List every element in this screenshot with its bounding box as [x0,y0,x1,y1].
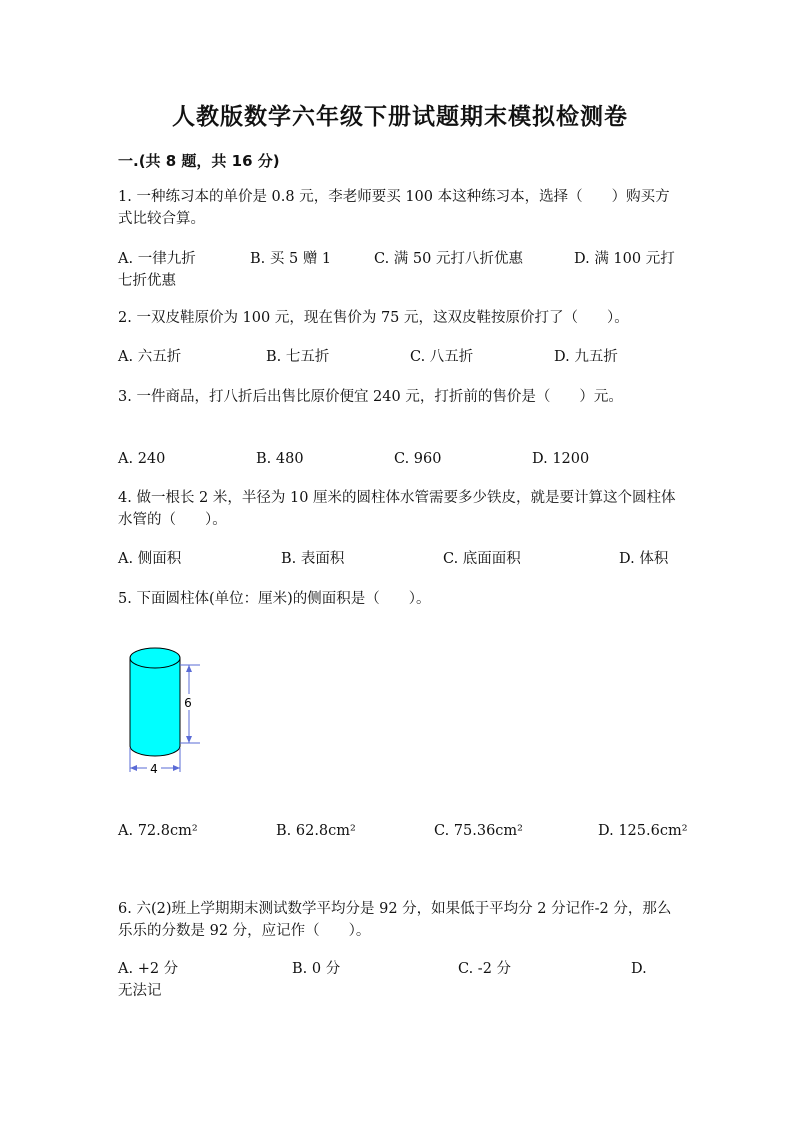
option-b: B. 0 分 [292,961,341,977]
option-d: D. 无法记 [118,961,647,999]
question-1-options [118,248,683,292]
option-a: A. 侧面积 [118,551,182,567]
option-c: C. 960 [394,451,442,467]
height-arrow-up [186,665,192,672]
question-1: 1. 一种练习本的单价是 0.8 元，李老师要买 100 本这种练习本，选择（ ）购买方式比较合算。 [118,189,670,227]
question-4-options [118,548,683,592]
option-c: C. 八五折 [410,349,474,365]
option-a: A. 240 [118,451,166,467]
option-c: C. -2 分 [458,961,512,977]
cylinder-figure [118,636,218,785]
diameter-label: 4 [150,762,158,776]
question-2: 2. 一双皮鞋原价为 100 元，现在售价为 75 元，这双皮鞋按原价打了（ ）。 [118,310,629,326]
option-a: A. 六五折 [118,349,182,365]
question-3-options [118,448,683,492]
question-6-options [118,958,683,1002]
question-6: 6. 六(2)班上学期期末测试数学平均分是 92 分，如果低于平均分 2 分记作-2 分，那么乐乐的分数是 92 分，应记作（ ）。 [118,901,672,939]
option-d: D. 九五折 [554,349,618,365]
height-label: 6 [184,696,192,710]
cylinder-top [130,648,180,668]
option-c: C. 75.36cm² [434,823,523,839]
diameter-arrow-left [130,765,137,771]
option-d: D. 1200 [532,451,590,467]
option-b: B. 七五折 [266,349,330,365]
option-a: A. 72.8cm² [118,823,198,839]
option-d: D. 满 100 元打七折优惠 [118,251,675,289]
question-5-options [118,820,688,864]
question-3: 3. 一件商品，打八折后出售比原价便宜 240 元，打折前的售价是（ ）元。 [118,389,623,405]
cylinder-body [130,658,180,756]
option-b: B. 62.8cm² [276,823,356,839]
height-arrow-down [186,736,192,743]
cylinder-diagram [118,636,218,781]
option-d: D. 体积 [619,551,669,567]
question-4: 4. 做一根长 2 米，半径为 10 厘米的圆柱体水管需要多少铁皮，就是要计算这个圆柱体水管的（ ）。 [118,490,676,528]
option-a: A. 一律九折 [118,251,196,267]
question-5: 5. 下面圆柱体(单位：厘米)的侧面积是（ ）。 [118,591,431,607]
option-b: B. 480 [256,451,304,467]
page-title: 人教版数学六年级下册试题期末模拟检测卷 [172,104,628,130]
option-a: A. +2 分 [118,961,179,977]
question-2-options [118,346,683,390]
option-c: C. 满 50 元打八折优惠 [374,251,523,267]
option-c: C. 底面面积 [443,551,521,567]
diameter-arrow-right [173,765,180,771]
section-heading: 一.(共 8 题，共 16 分) [118,152,280,170]
option-b: B. 表面积 [281,551,345,567]
option-d: D. 125.6cm² [598,823,688,839]
option-b: B. 买 5 赠 1 [250,251,332,267]
